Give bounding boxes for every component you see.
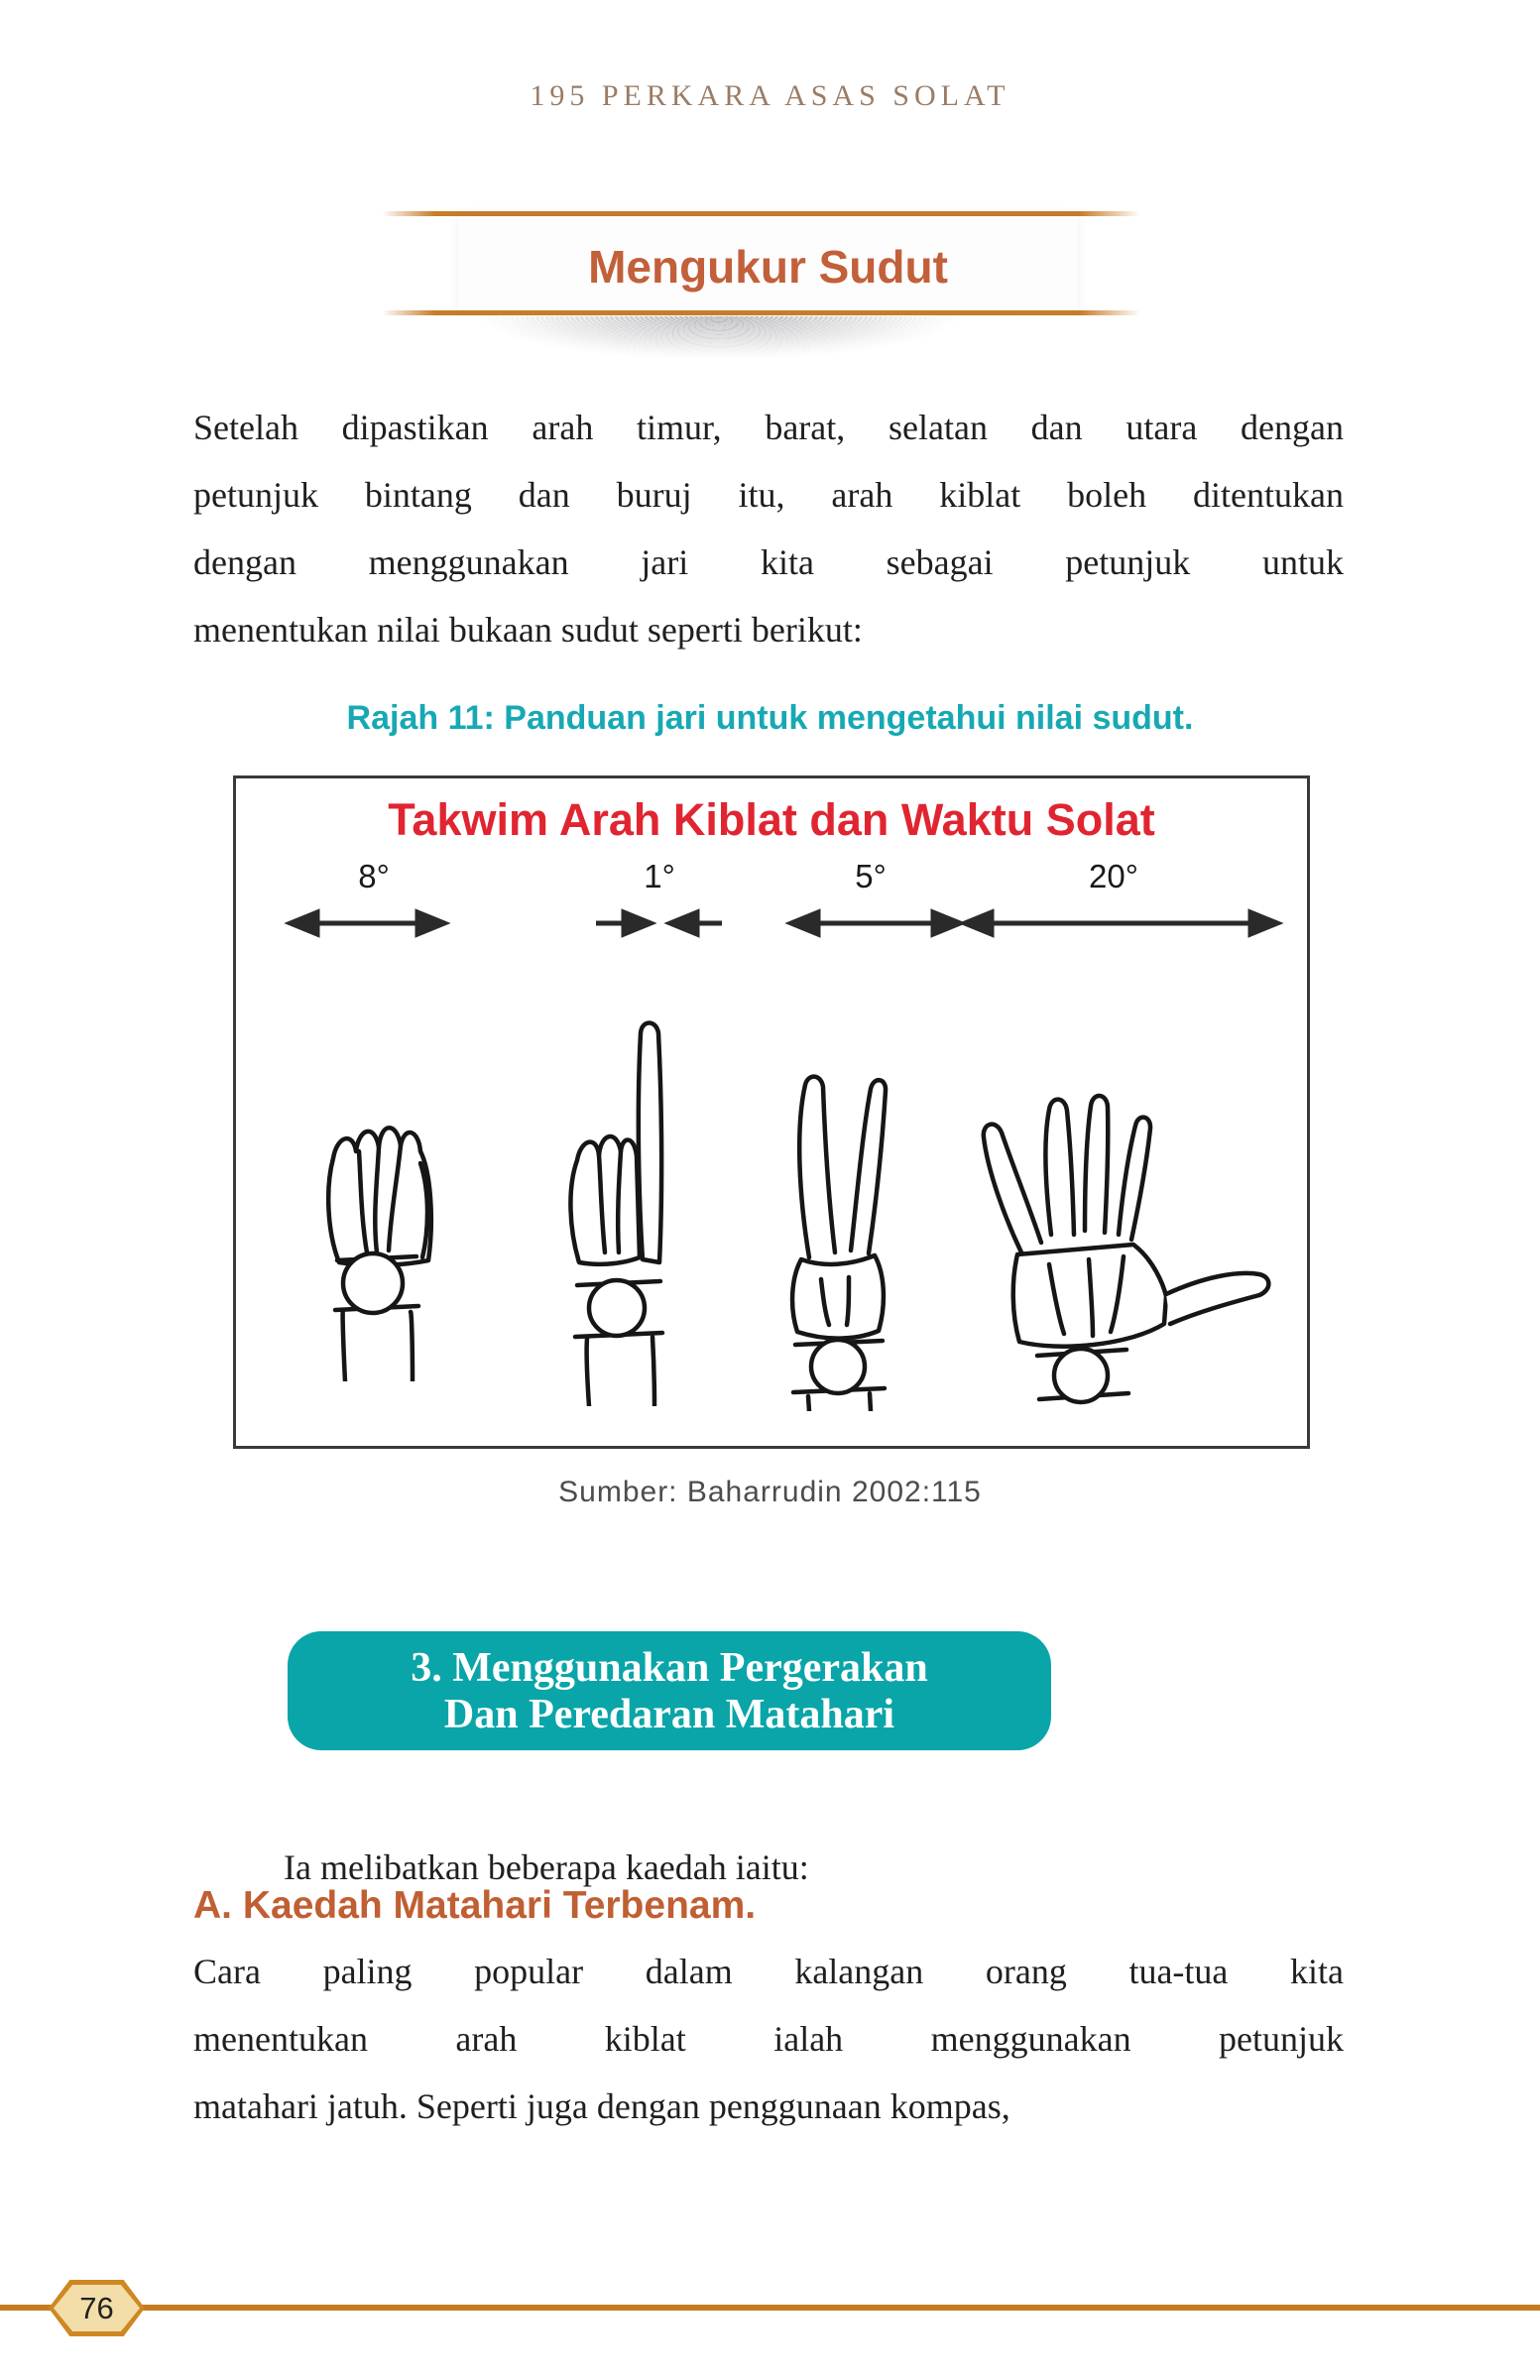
section-heading-line2: Dan Peredaran Matahari: [443, 1692, 895, 1737]
chapter-title: Mengukur Sudut: [588, 241, 948, 293]
figure-caption: Rajah 11: Panduan jari untuk mengetahui nilai sudut.: [346, 699, 1194, 737]
open-hand-illustration: [960, 1086, 1287, 1406]
paragraph-line: matahari jatuh. Seperti juga dengan penggunaan kompas,: [193, 2086, 1010, 2126]
paragraph-line: menentukan nilai bukaan sudut seperti berikut:: [193, 610, 863, 650]
footer-rule: [0, 2305, 1540, 2311]
angle-label-5deg: 5°: [855, 858, 887, 894]
fist-hand-illustration: [286, 1054, 464, 1381]
angle-label-20deg: 20°: [1089, 858, 1138, 894]
angle-label-8deg: 8°: [358, 858, 390, 894]
paragraph-line: petunjuk bintang dan buruj itu, arah kiblat boleh ditentukan: [193, 475, 1344, 515]
subsection-a-heading: A. Kaedah Matahari Terbenam.: [193, 1884, 757, 1927]
figure-box: [233, 775, 1310, 1449]
banner-shadow-decoration: [426, 316, 1011, 374]
paragraph-line: Setelah dipastikan arah timur, barat, selatan dan utara dengan: [193, 408, 1344, 447]
paragraph-line: dengan menggunakan jari kita sebagai petunjuk untuk: [193, 542, 1344, 582]
angle-label-1deg: 1°: [644, 858, 675, 894]
page-number: 76: [79, 2291, 114, 2325]
angle-arrows: [236, 903, 1307, 943]
figure-source: Sumber: Baharrudin 2002:115: [558, 1476, 982, 1508]
chapter-title-banner: [458, 216, 1078, 310]
index-finger-hand-illustration: [533, 1010, 697, 1406]
figure-title: Takwim Arah Kiblat dan Waktu Solat: [388, 794, 1155, 845]
page-number-badge: [49, 2280, 145, 2336]
paragraph-line: menentukan arah kiblat ialah menggunakan petunjuk: [193, 2019, 1344, 2059]
paragraph-line: Cara paling popular dalam kalangan orang tua-tua kita: [193, 1952, 1344, 1991]
banner-rule-bottom: [382, 310, 1140, 315]
method-intro-text: Ia melibatkan beberapa kaedah iaitu:: [284, 1847, 809, 1887]
two-finger-hand-illustration: [752, 1069, 925, 1411]
section-heading-line1: 3. Menggunakan Pergerakan: [411, 1645, 928, 1691]
section-heading-box: [288, 1631, 1051, 1750]
intro-paragraph: [193, 394, 1344, 663]
running-header: 195 PERKARA ASAS SOLAT: [530, 79, 1010, 112]
body-paragraph: [193, 1938, 1344, 2140]
